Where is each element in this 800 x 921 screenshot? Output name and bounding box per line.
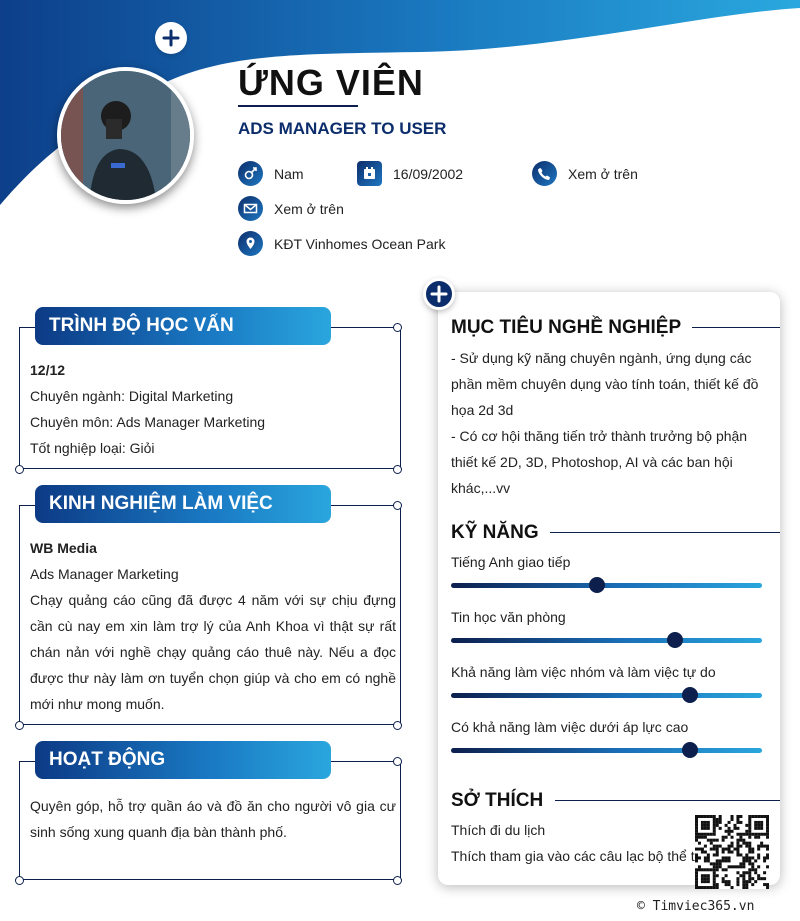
- experience-position: Ads Manager Marketing: [30, 566, 179, 582]
- qr-code: [695, 815, 769, 889]
- skills-title: KỸ NĂNG: [451, 522, 547, 544]
- name-underline: [238, 105, 358, 107]
- education-specialty: Chuyên môn: Ads Manager Marketing: [30, 414, 266, 430]
- skills-title-line: [550, 532, 780, 533]
- skill-bar: [451, 693, 762, 698]
- plus-icon: [162, 29, 180, 47]
- education-major: Chuyên ngành: Digital Marketing: [30, 388, 234, 404]
- experience-description: Chạy quảng cáo cũng đã được 4 năm với sự chịu đựng cần cù nay em xin làm trợ lý của Anh Khoa vì thật sự rất chán nản với nghề chạy quảng cáo thuê này. Nếu a đọc được thư này làm ơn tuyển chọn giúp và cho em có nghề mới như mong muốn.: [30, 592, 396, 712]
- calendar-icon: [357, 161, 382, 186]
- address-value: KĐT Vinhomes Ocean Park: [274, 235, 446, 252]
- hobbies-title: SỞ THÍCH: [451, 790, 551, 812]
- skill-label: Khả năng làm việc nhóm và làm việc tự do: [451, 664, 716, 680]
- experience-title: KINH NGHIỆM LÀM VIỆC: [35, 485, 331, 523]
- hobby-item: Thích đi du lịch: [451, 822, 546, 838]
- email-info: [238, 196, 344, 221]
- education-title: TRÌNH ĐỘ HỌC VẤN: [35, 307, 331, 345]
- experience-content: [30, 535, 396, 717]
- skill-bar: [451, 748, 762, 753]
- add-section-button-right[interactable]: [423, 278, 455, 310]
- email-value: Xem ở trên: [274, 200, 344, 217]
- address-info: [238, 231, 445, 256]
- location-icon: [238, 231, 263, 256]
- education-grade: Tốt nghiệp loại: Giỏi: [30, 440, 155, 456]
- education-school: 12/12: [30, 362, 66, 378]
- plus-icon: [430, 285, 448, 303]
- gender-info: [238, 161, 304, 186]
- hobby-item: Thích tham gia vào các câu lạc bộ thể t: [451, 848, 695, 864]
- gender-icon: [238, 161, 263, 186]
- activities-title: HOẠT ĐỘNG: [35, 741, 331, 779]
- footer-copyright: © Timviec365.vn: [637, 899, 755, 914]
- candidate-name: ỨNG VIÊN: [238, 62, 424, 103]
- birthday-info: [357, 161, 463, 186]
- skill-bar: [451, 638, 762, 643]
- activities-description: Quyên góp, hỗ trợ quần áo và đồ ăn cho người vô gia cư sinh sống xung quanh địa bàn thành phố.: [30, 798, 396, 840]
- education-content: [30, 357, 398, 461]
- skill-bar: [451, 583, 762, 588]
- skill-label: Tin học văn phòng: [451, 609, 566, 625]
- phone-info: [532, 161, 638, 186]
- mail-icon: [238, 196, 263, 221]
- skill-label: Tiếng Anh giao tiếp: [451, 554, 571, 570]
- job-title: ADS MANAGER TO USER: [238, 119, 447, 138]
- avatar: [57, 67, 194, 204]
- add-section-button[interactable]: [155, 22, 187, 54]
- birthday-value: 16/09/2002: [393, 165, 464, 182]
- objective-title-line: [692, 327, 780, 328]
- skill-level-knob: [667, 632, 683, 648]
- gender-value: Nam: [274, 165, 304, 182]
- objective-text: - Sử dụng kỹ năng chuyên ngành, ứng dụng các phần mềm chuyên dụng vào tính toán, thiết kế đồ họa 2d 3d - Có cơ hội thăng tiến trở thành trưởng bộ phận thiết kế 2D, 3D, Photoshop, AI và các ban hội khác,...vv: [451, 350, 759, 496]
- skill-label: Có khả năng làm việc dưới áp lực cao: [451, 719, 689, 735]
- hobbies-title-line: [555, 800, 780, 801]
- objective-title: MỤC TIÊU NGHỀ NGHIỆP: [451, 317, 689, 339]
- phone-icon: [532, 161, 557, 186]
- phone-value: Xem ở trên: [568, 165, 638, 182]
- experience-company: WB Media: [30, 540, 97, 556]
